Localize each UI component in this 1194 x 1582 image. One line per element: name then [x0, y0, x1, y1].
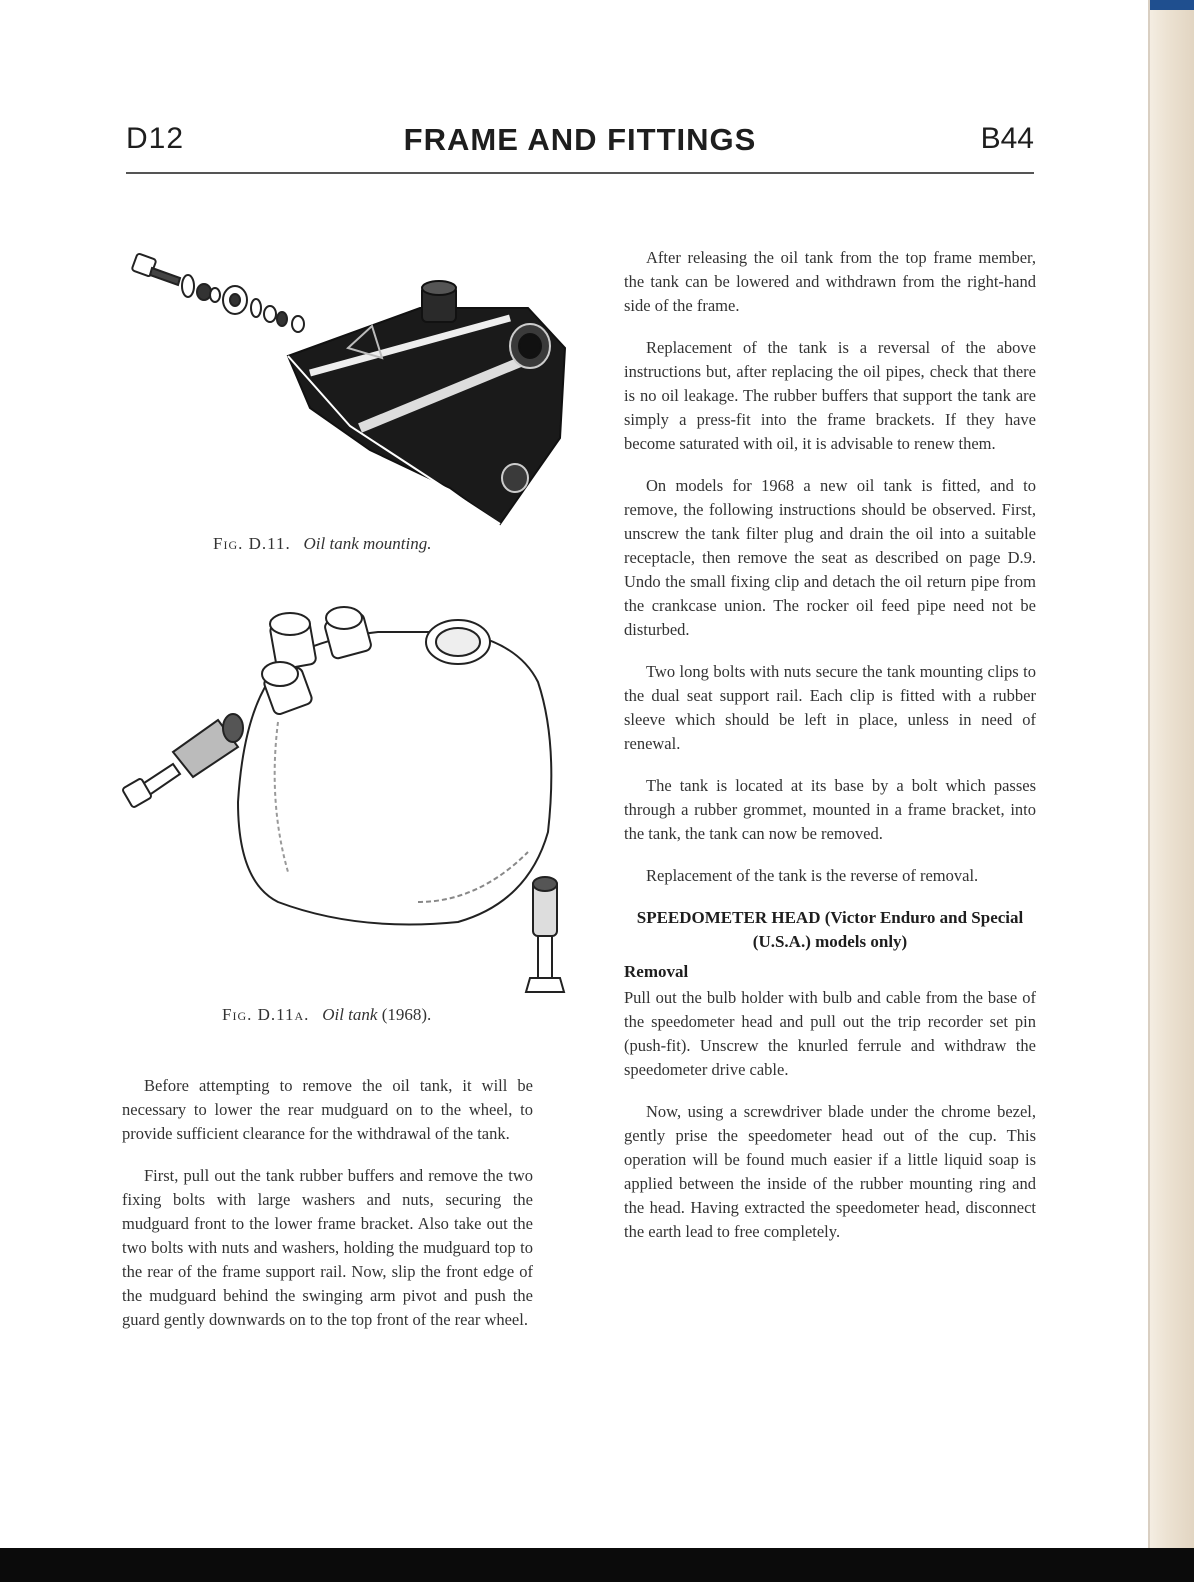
base-bolt-drawing [526, 877, 564, 992]
scan-bottom-border [0, 1548, 1194, 1582]
figure-label: Fig. D.11a. [222, 1005, 310, 1024]
subheading: Removal [624, 962, 689, 981]
figure-caption-text: Oil tank mounting. [303, 534, 432, 553]
oil-tank-drawing [288, 281, 565, 524]
paragraph: Before attempting to remove the oil tank, it will be necessary to lower the rear mudguard on to the wheel, to provide sufficient clearance for the withdrawal of the tank. [122, 1076, 533, 1143]
paragraph: Replacement of the tank is a reversal of the above instructions but, after replacing the oil pipes, check that there is no oil leakage. The rubber buffers that support the tank are simply a press-fit into the frame brackets. If they have become saturated with oil, it is advisable to renew them. [624, 338, 1036, 453]
oil-tank-1968-drawing [238, 607, 551, 925]
page-model-code: B44 [980, 122, 1034, 155]
header-rule [126, 172, 1034, 174]
paragraph: Two long bolts with nuts secure the tank mounting clips to the dual seat support rail. Each clip is fitted with a rubber sleeve which should be left in place, unless in need of renewal. [624, 662, 1036, 753]
filler-plug-bolt-drawing [122, 714, 243, 808]
paragraph: First, pull out the tank rubber buffers and remove the two fixing bolts with large washers and nuts, securing the mudguard front to the lower frame bracket. Also take out the two bolts with nuts and washers, holding the mudguard top to the rear of the frame support rail. Now, slip the front edge of the mudguard behind the swinging arm pivot and push the guard gently downwards on to the top front of the rear wheel. [122, 1166, 533, 1329]
page-title: FRAME AND FITTINGS [403, 122, 757, 157]
page-section-number: D12 [126, 122, 185, 155]
left-column-text [122, 1074, 533, 1350]
page-binding-edge [1150, 0, 1194, 1548]
section-heading: SPEEDOMETER HEAD (Victor Enduro and Special (U.S.A.) models only) [636, 908, 1024, 951]
figure-caption-text: Oil tank [322, 1005, 378, 1024]
paragraph: Pull out the bulb holder with bulb and cable from the base of the speedometer head and pull out the trip recorder set pin (push-fit). Unscrew the knurled ferrule and withdraw the speedometer drive cable. [624, 988, 1036, 1079]
figure-oil-tank-mounting [120, 238, 570, 528]
right-column-text [624, 246, 1036, 1262]
paragraph: On models for 1968 a new oil tank is fitted, and to remove, the following instructions should be observed. First, unscrew the tank filter plug and drain the oil into a suitable receptacle, then remove the seat as described on page D.9. Undo the small fixing clip and detach the oil return pipe from the crankcase union. The rocker oil feed pipe need not be disturbed. [624, 476, 1036, 639]
paragraph: The tank is located at its base by a bolt which passes through a rubber grommet, mounted in a frame bracket, into the tank, the tank can now be removed. [624, 776, 1036, 843]
paragraph: Replacement of the tank is the reverse of removal. [646, 866, 979, 885]
scan-edge-marker [1150, 0, 1194, 10]
washers-drawing [182, 275, 304, 332]
paragraph: Now, using a screwdriver blade under the chrome bezel, gently prise the speedometer head out of the cup. This operation will be found much easier if a little liquid soap is applied between the inside of the rubber mounting ring and the head. Having extracted the speedometer head, disconnect the earth lead to free completely. [624, 1102, 1036, 1241]
figure-caption-d11a [222, 1005, 431, 1025]
figure-oil-tank-1968 [118, 602, 588, 1002]
paragraph: After releasing the oil tank from the top frame member, the tank can be lowered and withdrawn from the right-hand side of the frame. [624, 248, 1036, 315]
bolt-drawing [132, 253, 180, 285]
figure-caption-year: (1968). [381, 1005, 432, 1024]
figure-label: Fig. D.11. [213, 534, 291, 553]
page-header [126, 122, 1034, 172]
figure-caption-d11 [213, 534, 431, 554]
